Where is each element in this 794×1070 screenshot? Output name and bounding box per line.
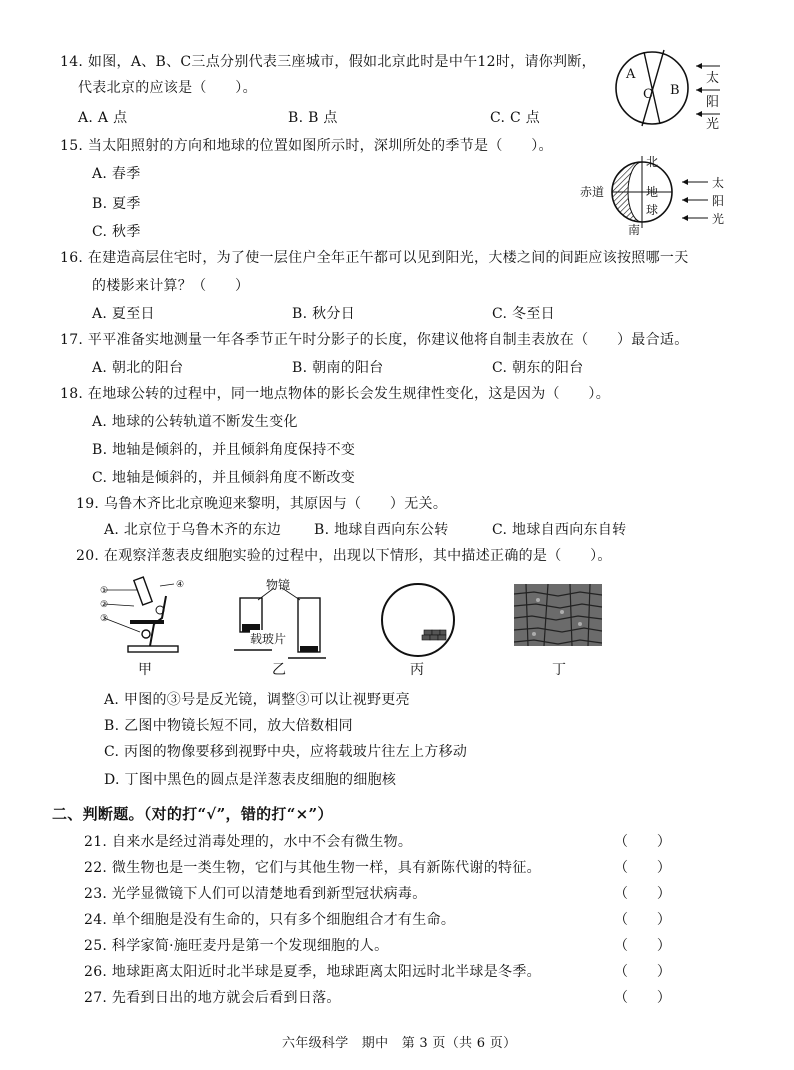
microscope-figure bbox=[100, 576, 190, 658]
judge-answer-22[interactable]: （ ） bbox=[614, 860, 672, 876]
q15-equator: 赤道 bbox=[580, 185, 605, 199]
q15-south: 南 bbox=[628, 223, 641, 236]
q19-option-a: A. 北京位于乌鲁木齐的东边 bbox=[104, 522, 282, 538]
q20-option-d: D. 丁图中黑色的圆点是洋葱表皮细胞的细胞核 bbox=[104, 772, 397, 788]
q18-option-b: B. 地轴是倾斜的，并且倾斜角度保持不变 bbox=[92, 442, 356, 458]
q14-line1: 14. 如图，A、B、C三点分别代表三座城市，假如北京此时是中午12时，请你判断， bbox=[60, 54, 596, 70]
judge-item-25: 25. 科学家简·施旺麦丹是第一个发现细胞的人。 bbox=[84, 938, 389, 954]
judge-item-23: 23. 光学显微镜下人们可以清楚地看到新型冠状病毒。 bbox=[84, 886, 427, 902]
q15-earth-figure bbox=[578, 152, 728, 236]
q15-sun-1: 太 bbox=[712, 176, 725, 190]
judge-item-24: 24. 单个细胞是没有生命的，只有多个细胞组合才有生命。 bbox=[84, 912, 456, 928]
q20-option-c: C. 丙图的物像要移到视野中央，应将载玻片往左上方移动 bbox=[104, 744, 468, 760]
q14-earth-figure bbox=[612, 48, 727, 130]
objective-label: 物镜 bbox=[266, 578, 291, 592]
q15-earth-2: 球 bbox=[646, 203, 659, 217]
q18-option-a: A. 地球的公转轨道不断发生变化 bbox=[92, 414, 298, 430]
q15-sun-3: 光 bbox=[712, 212, 725, 226]
q14-option-a: A. A 点 bbox=[78, 110, 128, 126]
q20-option-a: A. 甲图的③号是反光镜，调整③可以让视野更亮 bbox=[104, 692, 410, 708]
q15-north: 北 bbox=[646, 155, 659, 169]
q16-option-a: A. 夏至日 bbox=[92, 306, 155, 322]
judge-item-21: 21. 自来水是经过消毒处理的，水中不会有微生物。 bbox=[84, 834, 413, 850]
judge-item-27: 27. 先看到日出的地方就会后看到日落。 bbox=[84, 990, 341, 1006]
judge-answer-24[interactable]: （ ） bbox=[614, 912, 672, 928]
q14-sun-2: 阳 bbox=[706, 95, 720, 110]
q17-option-b: B. 朝南的阳台 bbox=[292, 360, 384, 376]
q20-option-b: B. 乙图中物镜长短不同，放大倍数相同 bbox=[104, 718, 353, 734]
q18-option-c: C. 地轴是倾斜的，并且倾斜角度不断改变 bbox=[92, 470, 356, 486]
judge-item-26: 26. 地球距离太阳近时北半球是夏季，地球距离太阳远时北半球是冬季。 bbox=[84, 964, 541, 980]
q15-earth-1: 地 bbox=[646, 185, 659, 199]
section2-title: 二、判断题。（对的打“√”，错的打“×”） bbox=[52, 805, 333, 823]
figure-label-yi: 乙 bbox=[272, 662, 287, 678]
q15-sun-2: 阳 bbox=[712, 194, 725, 208]
q16-line2: 的楼影来计算？（ ） bbox=[92, 278, 250, 294]
judge-item-22: 22. 微生物也是一类生物，它们与其他生物一样，具有新陈代谢的特征。 bbox=[84, 860, 541, 876]
q14-label-c: C bbox=[643, 87, 653, 102]
judge-answer-25[interactable]: （ ） bbox=[614, 938, 672, 954]
judge-answer-26[interactable]: （ ） bbox=[614, 964, 672, 980]
q15-option-c: C. 秋季 bbox=[92, 224, 141, 240]
q17-line1: 17. 平平准备实地测量一年各季节正午时分影子的长度，你建议他将自制圭表放在（ ）最合适。 bbox=[60, 332, 689, 348]
judge-answer-21[interactable]: （ ） bbox=[614, 834, 672, 850]
judge-answer-27[interactable]: （ ） bbox=[614, 990, 672, 1006]
q14-sun-1: 太 bbox=[706, 71, 720, 86]
q15-option-b: B. 夏季 bbox=[92, 196, 141, 212]
q14-sun-3: 光 bbox=[706, 117, 720, 130]
q17-option-c: C. 朝东的阳台 bbox=[492, 360, 584, 376]
q20-line1: 20. 在观察洋葱表皮细胞实验的过程中，出现以下情形，其中描述正确的是（ ）。 bbox=[76, 548, 612, 564]
q15-line1: 15. 当太阳照射的方向和地球的位置如图所示时，深圳所处的季节是（ ）。 bbox=[60, 138, 553, 154]
page-footer: 六年级科学 期中 第 3 页（共 6 页） bbox=[282, 1036, 517, 1051]
figure-label-bing: 丙 bbox=[410, 662, 425, 678]
q19-line1: 19. 乌鲁木齐比北京晚迎来黎明，其原因与（ ）无关。 bbox=[76, 496, 448, 512]
q15-option-a: A. 春季 bbox=[92, 166, 141, 182]
figure-label-ding: 丁 bbox=[552, 662, 567, 678]
q16-option-b: B. 秋分日 bbox=[292, 306, 355, 322]
q14-label-a: A bbox=[626, 67, 636, 82]
q14-option-b: B. B 点 bbox=[288, 110, 338, 126]
microscope-num-4: ④ bbox=[176, 580, 185, 590]
judge-answer-23[interactable]: （ ） bbox=[614, 886, 672, 902]
q16-line1: 16. 在建造高层住宅时，为了使一层住户全年正午都可以见到阳光，大楼之间的间距应该按照哪一天 bbox=[60, 250, 689, 266]
q14-line2: 代表北京的应该是（ ）。 bbox=[78, 80, 257, 96]
q19-option-b: B. 地球自西向东公转 bbox=[314, 522, 449, 538]
microscope-num-1: ① bbox=[100, 586, 109, 596]
q16-option-c: C. 冬至日 bbox=[492, 306, 555, 322]
onion-cells-figure bbox=[514, 584, 602, 646]
q14-option-c: C. C 点 bbox=[490, 110, 541, 126]
slide-label: 载玻片 bbox=[250, 632, 287, 646]
q17-option-a: A. 朝北的阳台 bbox=[92, 360, 184, 376]
microscope-num-2: ② bbox=[100, 600, 109, 610]
q14-label-b: B bbox=[670, 83, 680, 98]
q19-option-c: C. 地球自西向东自转 bbox=[492, 522, 627, 538]
microscope-num-3: ③ bbox=[100, 614, 109, 624]
q18-line1: 18. 在地球公转的过程中，同一地点物体的影长会发生规律性变化，这是因为（ ）。 bbox=[60, 386, 611, 402]
field-of-view-figure bbox=[378, 580, 458, 660]
figure-label-jia: 甲 bbox=[138, 662, 153, 678]
